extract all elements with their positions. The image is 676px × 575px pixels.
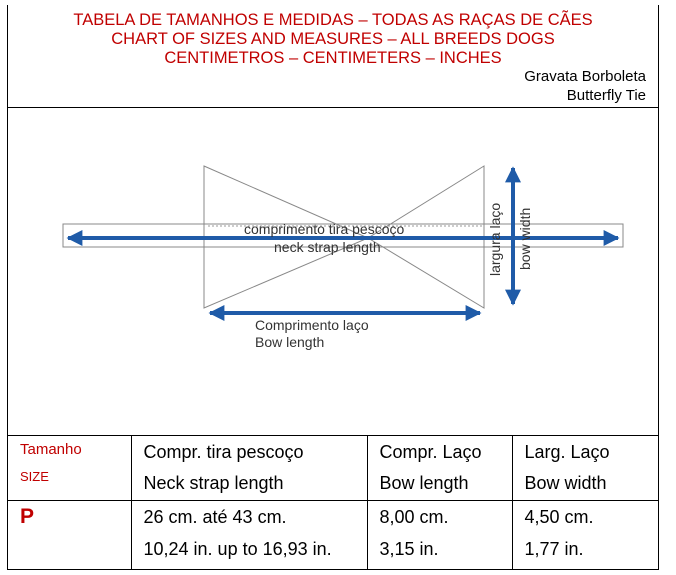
header-cell-bow-width — [512, 436, 658, 501]
header — [8, 5, 658, 108]
neck-in: 10,24 in. up to 16,93 in. — [143, 539, 332, 559]
product-name-portuguese: Gravata Borboleta — [524, 68, 646, 85]
neck-strap-label-pt: comprimento tira pescoço — [244, 221, 405, 237]
title-portuguese: TABELA DE TAMANHOS E MEDIDAS – TODAS AS RAÇAS DE CÃES — [73, 11, 593, 29]
table-row — [8, 501, 658, 570]
bow-width-label-pt: largura laço — [487, 202, 503, 276]
sizes-table — [8, 436, 658, 569]
neck-cm: 26 cm. até 43 cm. — [143, 507, 287, 527]
header-neck-pt: Compr. tira pescoço — [143, 442, 304, 462]
product-name-english: Butterfly Tie — [566, 87, 646, 104]
header-cell-neck — [131, 436, 367, 501]
bow-tie-illustration — [8, 108, 658, 435]
bow-tie-diagram — [8, 108, 658, 436]
size-cell — [8, 501, 131, 570]
size-value: P — [20, 505, 35, 528]
bow-length-cell — [367, 501, 512, 570]
header-bow-width-en: Bow width — [524, 473, 607, 493]
header-neck-en: Neck strap length — [143, 473, 284, 493]
bow-width-in: 1,77 in. — [524, 539, 584, 559]
neck-strap-label-en: neck strap length — [274, 239, 381, 255]
header-cell-size — [8, 436, 131, 501]
title-english: CHART OF SIZES AND MEASURES – ALL BREEDS DOGS — [111, 30, 555, 48]
neck-cell — [131, 501, 367, 570]
table-header-row — [8, 436, 658, 501]
bow-length-cm: 8,00 cm. — [379, 507, 449, 527]
bow-length-label-pt: Comprimento laço — [255, 317, 369, 333]
header-bow-length-en: Bow length — [379, 473, 469, 493]
bow-length-in: 3,15 in. — [379, 539, 439, 559]
header-bow-length-pt: Compr. Laço — [379, 442, 482, 462]
size-chart-sheet — [7, 5, 659, 570]
bow-width-cell — [512, 501, 658, 570]
header-size-en: SIZE — [20, 469, 49, 484]
header-bow-width-pt: Larg. Laço — [524, 442, 610, 462]
units-line: CENTIMETROS – CENTIMETERS – INCHES — [164, 49, 502, 67]
bow-width-cm: 4,50 cm. — [524, 507, 594, 527]
header-cell-bow-length — [367, 436, 512, 501]
bow-width-label-en: bow width — [517, 207, 533, 270]
header-size-pt: Tamanho — [20, 441, 82, 458]
bow-length-label-en: Bow length — [255, 334, 325, 350]
